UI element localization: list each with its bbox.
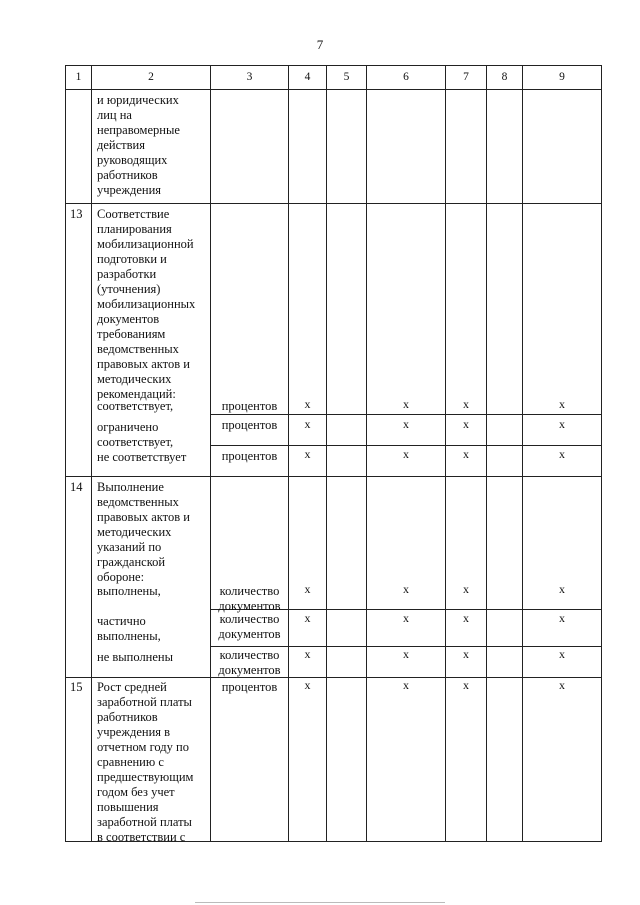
row-14-sub-3-col9: х bbox=[559, 647, 565, 661]
row-14-sub-2-label: частично выполнены, bbox=[97, 614, 161, 643]
row-14-sub-1-label: выполнены, bbox=[97, 584, 161, 598]
row-14-sub-3-unit: количество документов bbox=[218, 648, 281, 677]
row-15-col6: х bbox=[403, 678, 409, 692]
row-13-sub-1-unit: процентов bbox=[221, 399, 278, 413]
row-line-13 bbox=[65, 203, 602, 204]
subrow-line-13a bbox=[210, 414, 602, 415]
row-13-sub-1-col4: х bbox=[304, 397, 311, 411]
row-14-sub-1-col7: х bbox=[463, 582, 469, 596]
row-14-title: Выполнение ведомственных правовых актов и методических указаний по гражданской обороне: bbox=[97, 480, 190, 584]
row-13-sub-2-label: ограничено соответствует, bbox=[97, 420, 174, 449]
header-col-6: 6 bbox=[403, 71, 409, 83]
row-13-sub-3-unit: процентов bbox=[221, 449, 278, 463]
row-14-sub-2-col9: х bbox=[559, 611, 565, 625]
row-line-header bbox=[65, 89, 602, 90]
col-line-7 bbox=[486, 65, 487, 842]
header-col-8: 8 bbox=[501, 71, 508, 83]
row-14-sub-2-col7: х bbox=[463, 611, 469, 625]
row-13-sub-3-col4: х bbox=[304, 447, 311, 461]
row-14-sub-1-col4: х bbox=[304, 582, 311, 596]
row-15-col7: х bbox=[463, 678, 469, 692]
row-13-sub-1-col7: х bbox=[463, 397, 469, 411]
row-13-sub-1-col6: х bbox=[403, 397, 409, 411]
row-13-sub-3-col9: х bbox=[559, 447, 565, 461]
row-13-sub-2-col7: х bbox=[463, 417, 469, 431]
header-col-1: 1 bbox=[75, 71, 82, 83]
row-13-sub-2-unit: процентов bbox=[221, 418, 278, 432]
row-13-sub-3-col6: х bbox=[403, 447, 409, 461]
row-13-number: 13 bbox=[70, 207, 83, 221]
col-line-0 bbox=[65, 65, 66, 842]
row-14-sub-2-col6: х bbox=[403, 611, 409, 625]
header-col-7: 7 bbox=[463, 71, 469, 83]
row-14-sub-1-unit: количество документов bbox=[218, 584, 281, 613]
row-14-sub-3-col7: х bbox=[463, 647, 469, 661]
row-13-sub-3-label: не соответствует bbox=[97, 450, 187, 464]
row-15-col4: х bbox=[304, 678, 311, 692]
row-line-14 bbox=[65, 476, 602, 477]
header-col-9: 9 bbox=[559, 71, 565, 83]
row-15-unit: процентов bbox=[221, 680, 278, 694]
row-14-sub-2-col4: х bbox=[304, 611, 311, 625]
continued-row-text: и юридических лиц на неправомерные действия руководящих работников учреждения bbox=[97, 93, 180, 197]
header-col-5: 5 bbox=[343, 71, 350, 83]
row-15-col9: х bbox=[559, 678, 565, 692]
row-14-sub-1-col9: х bbox=[559, 582, 565, 596]
row-14-number: 14 bbox=[70, 480, 83, 494]
page-number: 7 bbox=[316, 37, 324, 52]
row-line-top bbox=[65, 65, 602, 66]
row-14-sub-2-unit: количество документов bbox=[218, 612, 281, 641]
row-15-number: 15 bbox=[70, 680, 83, 694]
header-col-4: 4 bbox=[304, 71, 311, 83]
col-line-4 bbox=[326, 65, 327, 842]
row-13-sub-3-col7: х bbox=[463, 447, 469, 461]
scan-edge-line bbox=[195, 902, 445, 903]
col-line-1 bbox=[91, 65, 92, 842]
row-13-sub-1-col9: х bbox=[559, 397, 565, 411]
row-14-sub-3-label: не выполнены bbox=[97, 650, 174, 664]
row-13-sub-2-col9: х bbox=[559, 417, 565, 431]
col-line-9 bbox=[601, 65, 602, 842]
header-col-3: 3 bbox=[246, 71, 253, 83]
header-col-2: 2 bbox=[148, 71, 154, 83]
row-15-text: Рост средней заработной платы работников учреждения в отчетном году по сравнению с предшествующим годом без учет повышения заработной платы в соответствии с bbox=[97, 680, 194, 844]
row-13-sub-1-label: соответствует, bbox=[97, 399, 174, 413]
subrow-line-13b bbox=[210, 445, 602, 446]
row-13-sub-2-col6: х bbox=[403, 417, 409, 431]
row-14-sub-3-col4: х bbox=[304, 647, 311, 661]
row-13-title: Соответствие планирования мобилизационной подготовки и разработки (уточнения) мобилизационных документов требованиям ведомственных правовых актов и методических рекомендаций: bbox=[97, 207, 196, 401]
row-13-sub-2-col4: х bbox=[304, 417, 311, 431]
row-14-sub-1-col6: х bbox=[403, 582, 409, 596]
row-line-15 bbox=[65, 677, 602, 678]
row-14-sub-3-col6: х bbox=[403, 647, 409, 661]
